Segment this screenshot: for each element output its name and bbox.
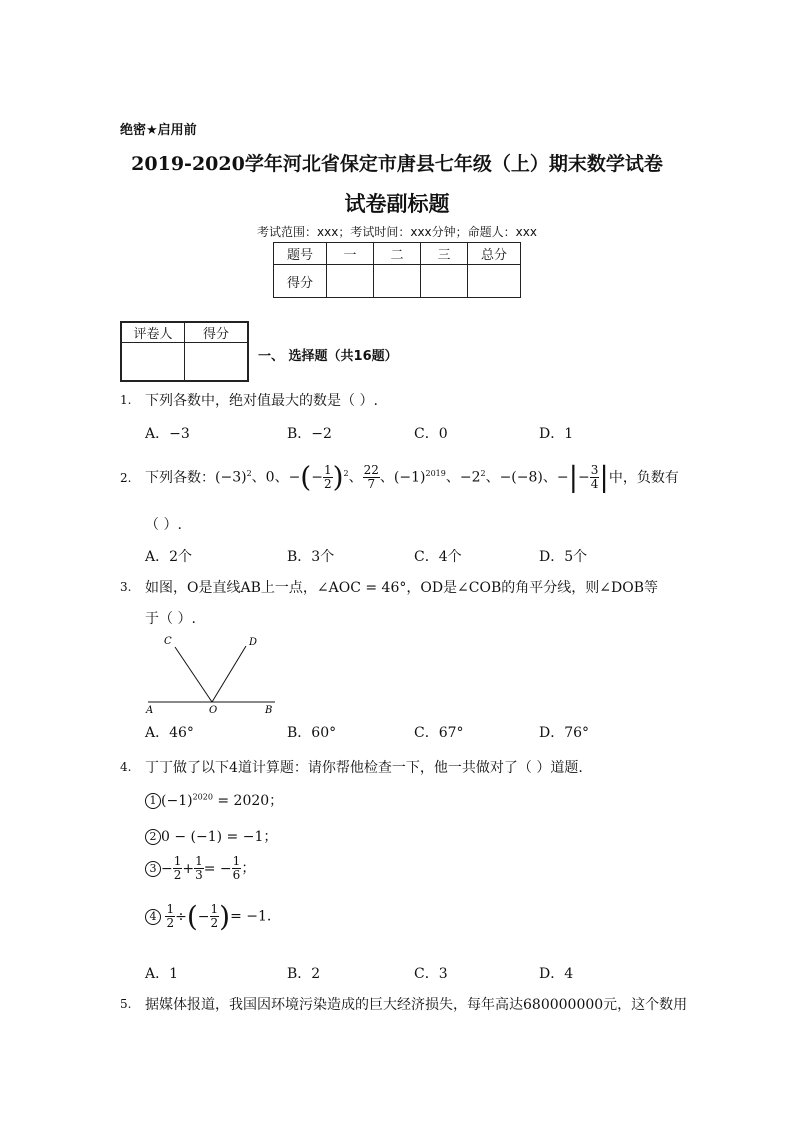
angle-figure bbox=[140, 630, 290, 716]
option-c[interactable]: C．67° bbox=[414, 725, 464, 741]
option-b[interactable]: B．60° bbox=[287, 725, 337, 741]
score-row-label: 得分 bbox=[274, 265, 327, 298]
score-header-cell: 总分 bbox=[468, 243, 521, 265]
option-c[interactable]: C．3 bbox=[414, 966, 448, 982]
review-header-cell: 评卷人 bbox=[121, 322, 185, 343]
label-c: C bbox=[164, 636, 172, 647]
section-heading: 一、 选择题（共16题） bbox=[258, 349, 398, 364]
option-c[interactable]: C．4个 bbox=[414, 549, 462, 565]
question-number: 4. bbox=[120, 760, 132, 774]
label-b: B bbox=[265, 705, 273, 716]
score-cell[interactable] bbox=[327, 265, 374, 298]
exam-info: 考试范围：xxx；考试时间：xxx分钟；命题人：xxx bbox=[257, 225, 537, 239]
ray-od bbox=[212, 646, 246, 702]
q2-tail: 中，负数有 bbox=[608, 470, 679, 486]
circled-number: 1 bbox=[145, 793, 161, 809]
question-text-continued: 于（ ）. bbox=[145, 611, 196, 627]
circled-number: 4 bbox=[145, 909, 161, 925]
score-table bbox=[273, 242, 521, 298]
math-expression: $(-3)^2$、0、−(− $\frac{1}{2}$ )$^2$、 $\frac{22}{7}$ 、$(-1)^{2019}$、$-2^2$、−(−8)、−|− $\frac{3}{4}$ | bbox=[215, 460, 609, 493]
question-text: 丁丁做了以下4道计算题：请你帮他检查一下，他一共做对了（ ）道题. bbox=[145, 760, 583, 776]
score-header-cell: 二 bbox=[374, 243, 421, 265]
label-a: A bbox=[146, 705, 154, 716]
review-cell[interactable] bbox=[121, 343, 185, 381]
calc-item-4: 4 $\frac{1}{2}$ ÷(− $\frac{1}{2}$ )= −1. bbox=[145, 903, 271, 930]
question-number: 5. bbox=[120, 997, 132, 1011]
option-c[interactable]: C．0 bbox=[414, 426, 448, 442]
option-b[interactable]: B．−2 bbox=[287, 426, 332, 442]
q2-intro: 下列各数： bbox=[145, 470, 215, 486]
math-expression: $(-1)^{2020}$ bbox=[161, 792, 213, 809]
question-number: 1. bbox=[120, 393, 132, 407]
score-cell[interactable] bbox=[374, 265, 421, 298]
label-d: D bbox=[249, 637, 258, 648]
score-header-cell: 题号 bbox=[274, 243, 327, 265]
score-cell[interactable] bbox=[468, 265, 521, 298]
question-number: 3. bbox=[120, 580, 132, 594]
label-o: O bbox=[209, 705, 218, 716]
question-number: 2. bbox=[120, 471, 132, 485]
score-cell[interactable] bbox=[421, 265, 468, 298]
calc-item-1: 1 $(-1)^{2020} = 2020$； bbox=[145, 790, 283, 810]
review-table bbox=[120, 321, 249, 382]
option-d[interactable]: D．76° bbox=[539, 725, 590, 741]
option-b[interactable]: B．3个 bbox=[287, 549, 335, 565]
option-a[interactable]: A．−3 bbox=[145, 426, 190, 442]
calc-item-2: 2 0 − (−1) = −1； bbox=[145, 826, 277, 846]
option-d[interactable]: D．1 bbox=[539, 426, 574, 442]
math-expression: − $\frac{1}{2}$ + $\frac{1}{3}$ = − $\frac{1}{6}$ bbox=[161, 854, 241, 882]
question-text-continued: （ ）. bbox=[145, 517, 182, 533]
exam-title: 2019-2020学年河北省保定市唐县七年级（上）期末数学试卷 bbox=[131, 153, 663, 175]
confidential-label: 绝密★启用前 bbox=[120, 123, 197, 138]
question-text bbox=[145, 452, 679, 502]
ray-oc bbox=[175, 647, 212, 702]
question-text: 如图，O是直线AB上一点，∠AOC = 46°，OD是∠COB的角平分线，则∠DOB等 bbox=[145, 580, 658, 596]
math-expression: $\frac{1}{2}$ ÷(− $\frac{1}{2}$ ) bbox=[166, 899, 231, 933]
option-a[interactable]: A．2个 bbox=[145, 549, 193, 565]
question-text: 下列各数中，绝对值最大的数是（ ）. bbox=[145, 393, 378, 409]
option-a[interactable]: A．46° bbox=[145, 725, 194, 741]
question-text: 据媒体报道，我国因环境污染造成的巨大经济损失，每年高达680000000元，这个数用 bbox=[145, 997, 688, 1013]
exam-subtitle: 试卷副标题 bbox=[344, 192, 450, 216]
option-b[interactable]: B．2 bbox=[287, 966, 321, 982]
score-header-cell: 一 bbox=[327, 243, 374, 265]
option-d[interactable]: D．5个 bbox=[539, 549, 588, 565]
option-a[interactable]: A．1 bbox=[145, 966, 179, 982]
review-cell[interactable] bbox=[185, 343, 249, 381]
option-d[interactable]: D．4 bbox=[539, 966, 574, 982]
circled-number: 3 bbox=[145, 861, 161, 877]
review-header-cell: 得分 bbox=[185, 322, 249, 343]
circled-number: 2 bbox=[145, 829, 161, 845]
calc-item-3: 3 − $\frac{1}{2}$ + $\frac{1}{3}$ = − $\frac{1}{6}$ ； bbox=[145, 855, 255, 882]
score-header-cell: 三 bbox=[421, 243, 468, 265]
